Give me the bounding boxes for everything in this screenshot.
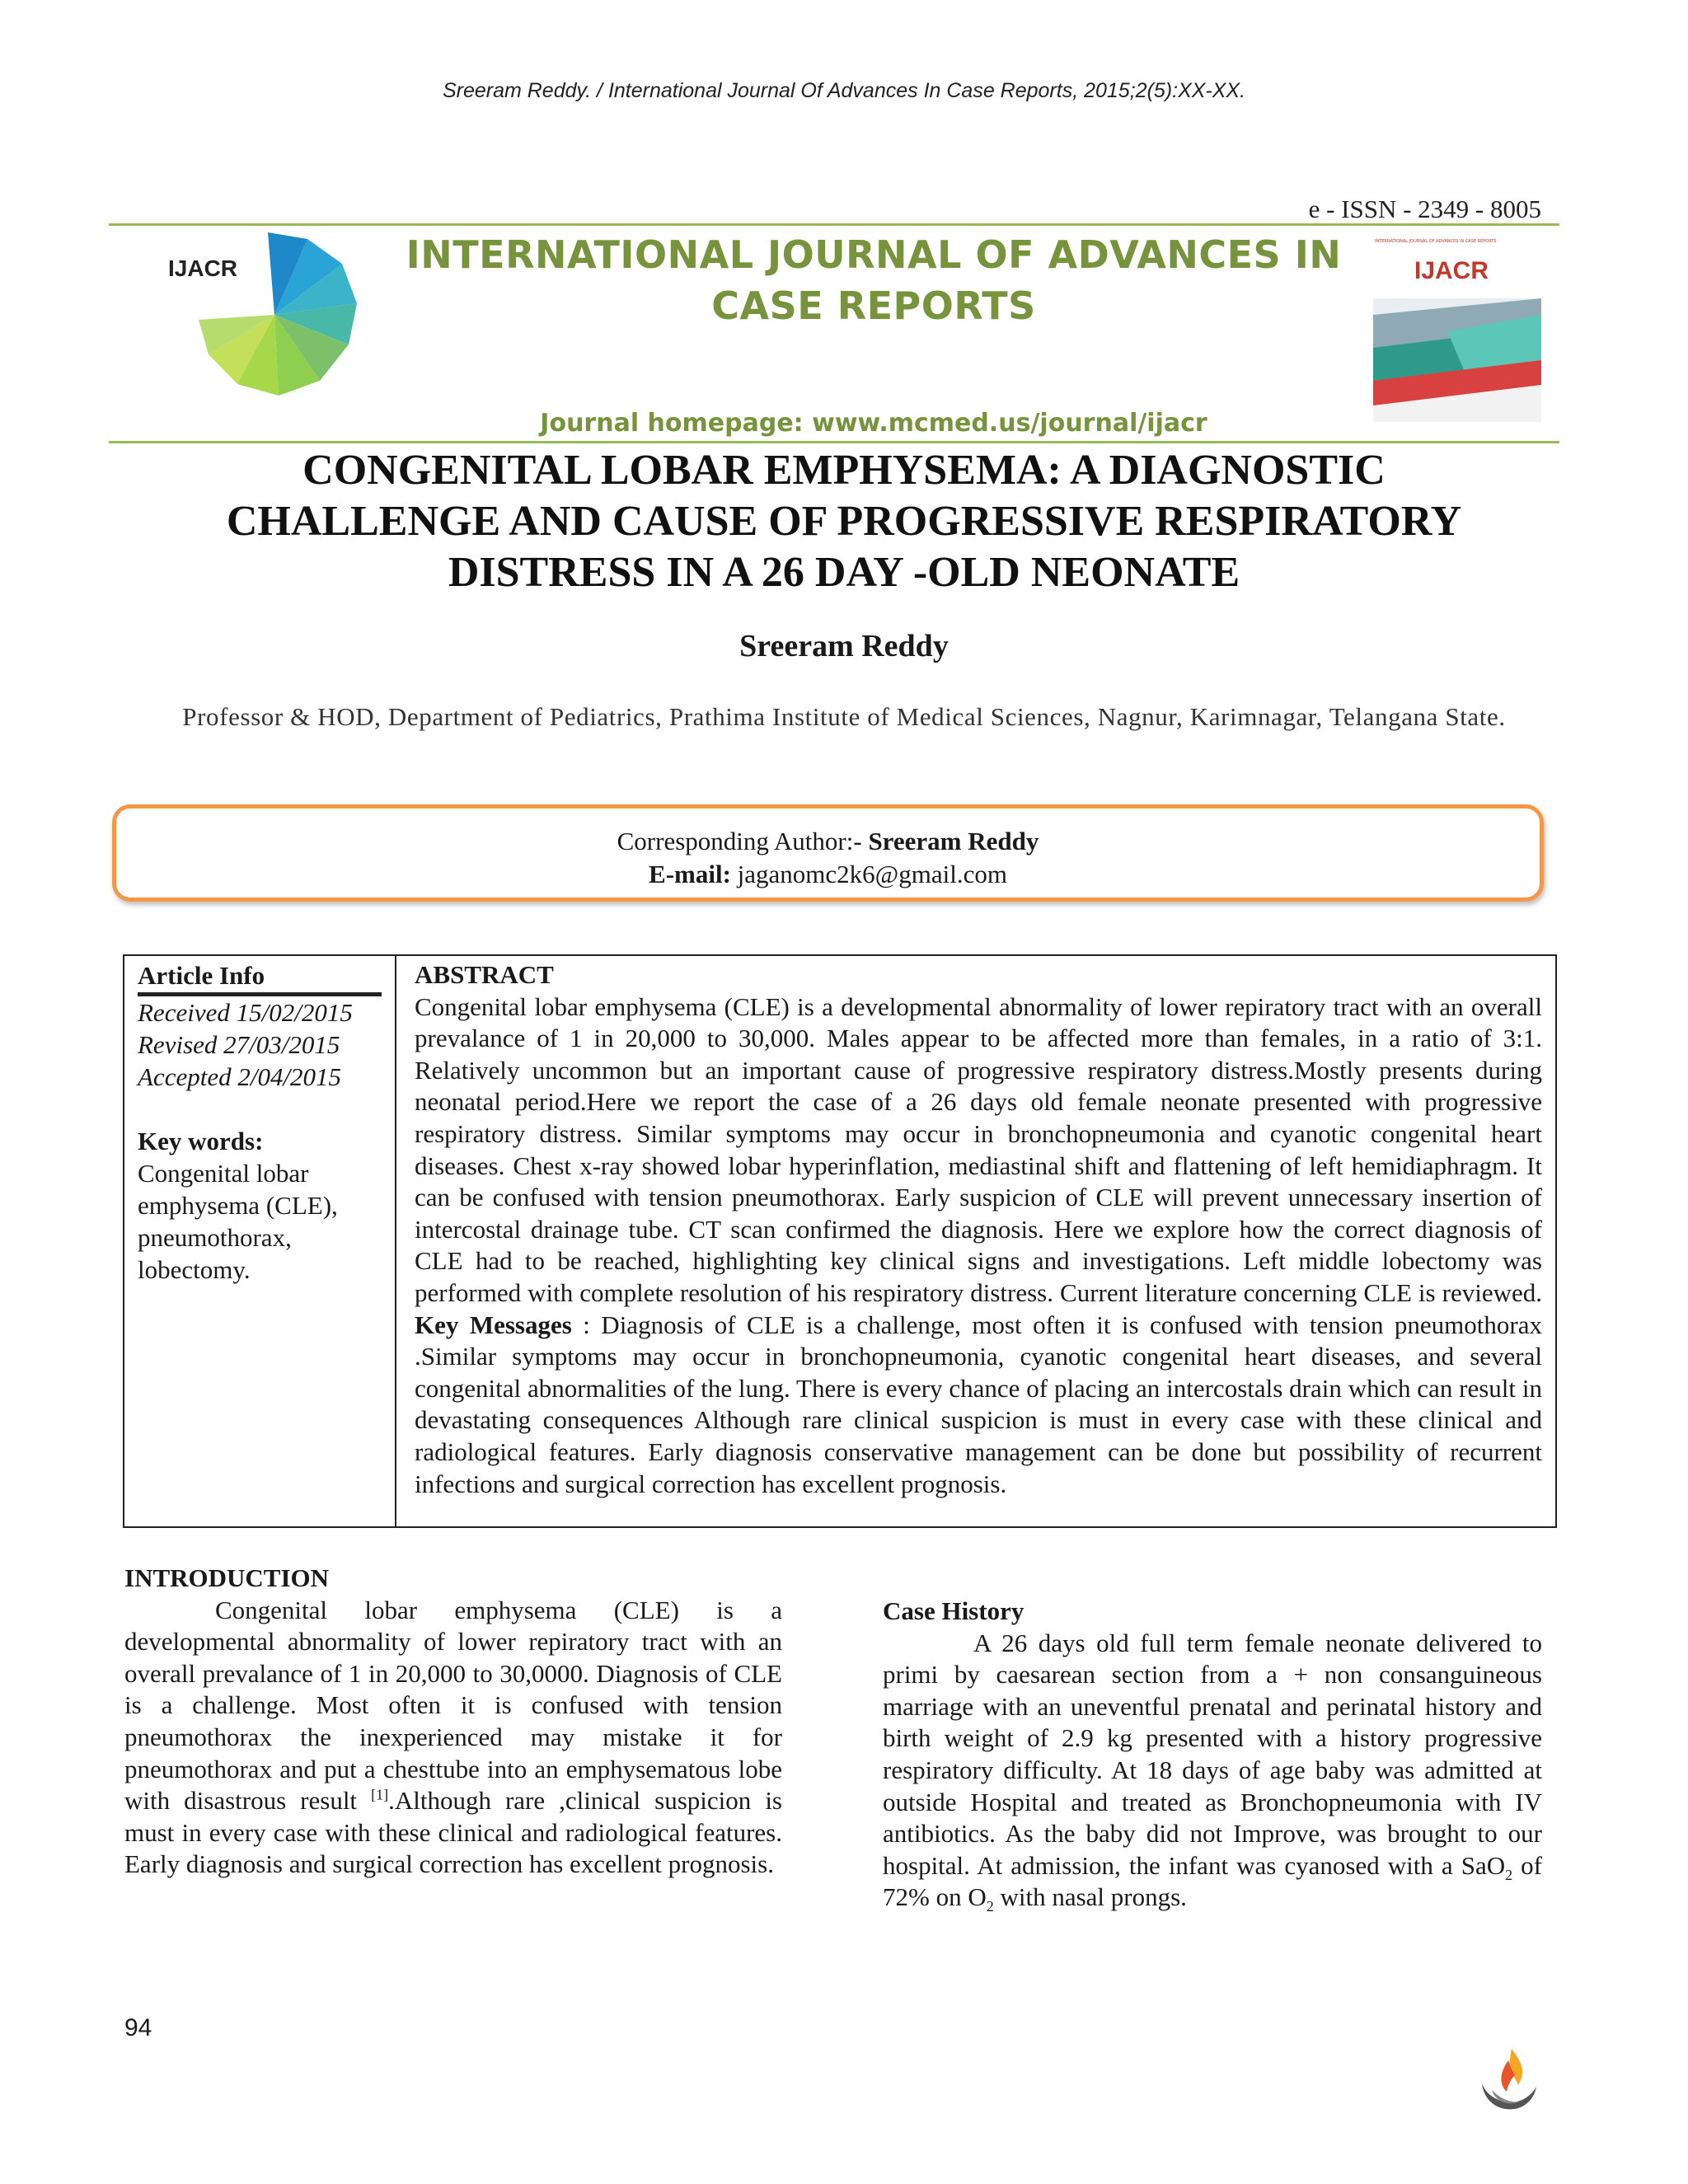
logo-left-text: IJACR (168, 255, 238, 281)
abstract-column (398, 956, 1555, 1526)
introduction-text-1: Congenital lobar emphysema (CLE) is a developmental abnormality of lower repiratory tract with an overall prevalance of 1 in 20,000 to 30,0000. Diagnosis of CLE is a challenge. Most often it is confused with tension pneumothorax the inexperienced may mistake it for pneumothorax and put a chesttube into an emphysematous lobe with disastrous result (124, 1595, 782, 1816)
introduction-heading: INTRODUCTION (124, 1563, 330, 1592)
corresponding-name: Sreeram Reddy (868, 827, 1039, 855)
case-history-text-3: with nasal prongs. (993, 1882, 1187, 1912)
article-info-column (124, 956, 396, 1526)
flame-logo-icon (1475, 2044, 1541, 2118)
corresponding-author-box (112, 804, 1544, 902)
case-history-text-1: A 26 days old full term female neonate delivered to primi by caesarean section from a + non consanguineous marriage with an uneventful prenatal and perinatal history and birth weight of 2.9 kg presented with a history progressive respiratory difficulty. At 18 days of age baby was admitted at outside Hospital and treated as Bronchopneumonia with IV antibiotics. As the baby did not Improve, was brought to our hospital. At admission, the infant was cyanosed with a SaO (883, 1628, 1542, 1880)
email-line (116, 858, 1540, 891)
paper-title-line-2: CHALLENGE AND CAUSE OF PROGRESSIVE RESPIRATORY (226, 498, 1462, 545)
journal-title (363, 229, 1385, 331)
author-name: Sreeram Reddy (739, 629, 949, 663)
header-rule (109, 441, 1559, 443)
keywords: Congenital lobar emphysema (CLE), pneumothorax, lobectomy. (138, 1159, 338, 1284)
keywords-heading: Key words: (138, 1127, 264, 1155)
abstract-body (415, 991, 1542, 1501)
o2-subscript: 2 (986, 1898, 994, 1915)
journal-cover-thumbnail (1373, 237, 1541, 427)
case-history-section (883, 1596, 1542, 1914)
article-info-table (123, 954, 1557, 1528)
case-history-paragraph (883, 1628, 1542, 1914)
abstract-text: Congenital lobar emphysema (CLE) is a developmental abnormality of lower repiratory tract with an overall prevalance of 1 in 20,000 to 30,000. Males appear to be affected more than females, in a ratio of 3:1. Relatively uncommon but an important cause of progressive respiratory distress.Mostly presents during neonatal period.Here we report the case of a 26 days old female neonate presented with progressive respiratory distress. Similar symptoms may occur in bronchopneumonia and cyanotic congenital heart diseases. Chest x-ray showed lobar hyperinflation, mediastinal shift and flattening of left hemidiaphragm. It can be confused with tension pneumothorax. Early suspicion of CLE will prevent unnecessary insertion of intercostal drainage tube. CT scan confirmed the diagnosis. Here we explore how the correct diagnosis of CLE had to be reached, highlighting key clinical signs and investigations. Left middle lobectomy was performed with complete resolution of his respiratory distress. Current literature concerning CLE is reviewed. (415, 991, 1542, 1307)
case-history-heading: Case History (883, 1596, 1025, 1625)
running-header: Sreeram Reddy. / International Journal Of Advances In Case Reports, 2015;2(5):XX-XX. (442, 79, 1246, 102)
journal-title-line-2: CASE REPORTS (711, 284, 1036, 328)
journal-homepage: Journal homepage: www.mcmed.us/journal/ijacr (540, 409, 1207, 438)
publisher-logo (1475, 2044, 1541, 2118)
email-label: E-mail: (649, 860, 731, 888)
case-history-text-2: of 72% on O (883, 1850, 1542, 1912)
article-dates (138, 996, 382, 1093)
journal-logo-left (138, 223, 377, 400)
citation-1[interactable]: [1] (371, 1786, 389, 1803)
logo-right-text: IJACR (1414, 257, 1489, 284)
author-affiliation: Professor & HOD, Department of Pediatrics, Prathima Institute of Medical Sciences, Nagnur, Karimnagar, Telangana State. (182, 702, 1506, 731)
pinwheel-logo-icon (138, 223, 377, 400)
paper-title (124, 445, 1564, 598)
key-messages-text: : Diagnosis of CLE is a challenge, most often it is confused with tension pneumothorax .Similar symptoms may occur in bronchopneumonia, cyanotic congenital heart diseases, and several congenital abnormalities of the lung. There is every chance of placing an intercostals drain which can result in devastating consequences Although rare clinical suspicion is must in every case with these clinical and radiological features. Early diagnosis conservative management can be done but possibility of recurrent infections and surgical correction has excellent prognosis. (415, 1310, 1542, 1498)
abstract-heading: ABSTRACT (415, 960, 554, 989)
cover-graphic-icon (1373, 298, 1541, 422)
email-address[interactable]: jaganomc2k6@gmail.com (730, 860, 1007, 888)
paper-title-line-3: DISTRESS IN A 26 DAY -OLD NEONATE (448, 549, 1240, 596)
logo-right-small-text: INTERNATIONAL JOURNAL OF ADVANCES IN CASE REPORTS (1375, 239, 1497, 244)
accepted-date: Accepted 2/04/2015 (138, 1062, 342, 1091)
corresponding-author-line (116, 825, 1540, 858)
corresponding-label: Corresponding Author:- (617, 827, 869, 855)
issn: e - ISSN - 2349 - 8005 (1308, 194, 1541, 223)
introduction-text-2: .Although rare ,clinical suspicion is must in every case with these clinical and radiological features. Early diagnosis and surgical correction has excellent prognosis. (124, 1786, 782, 1879)
introduction-section (124, 1563, 782, 1881)
revised-date: Revised 27/03/2015 (138, 1030, 340, 1059)
sao2-subscript: 2 (1505, 1866, 1513, 1883)
key-messages-label: Key Messages (415, 1310, 572, 1339)
article-info-heading: Article Info (138, 959, 382, 996)
page-number: 94 (124, 2014, 152, 2041)
received-date: Received 15/02/2015 (138, 998, 353, 1027)
paper-title-line-1: CONGENITAL LOBAR EMPHYSEMA: A DIAGNOSTIC (302, 447, 1386, 494)
introduction-paragraph (124, 1595, 782, 1881)
journal-title-line-1: INTERNATIONAL JOURNAL OF ADVANCES IN (406, 232, 1342, 277)
